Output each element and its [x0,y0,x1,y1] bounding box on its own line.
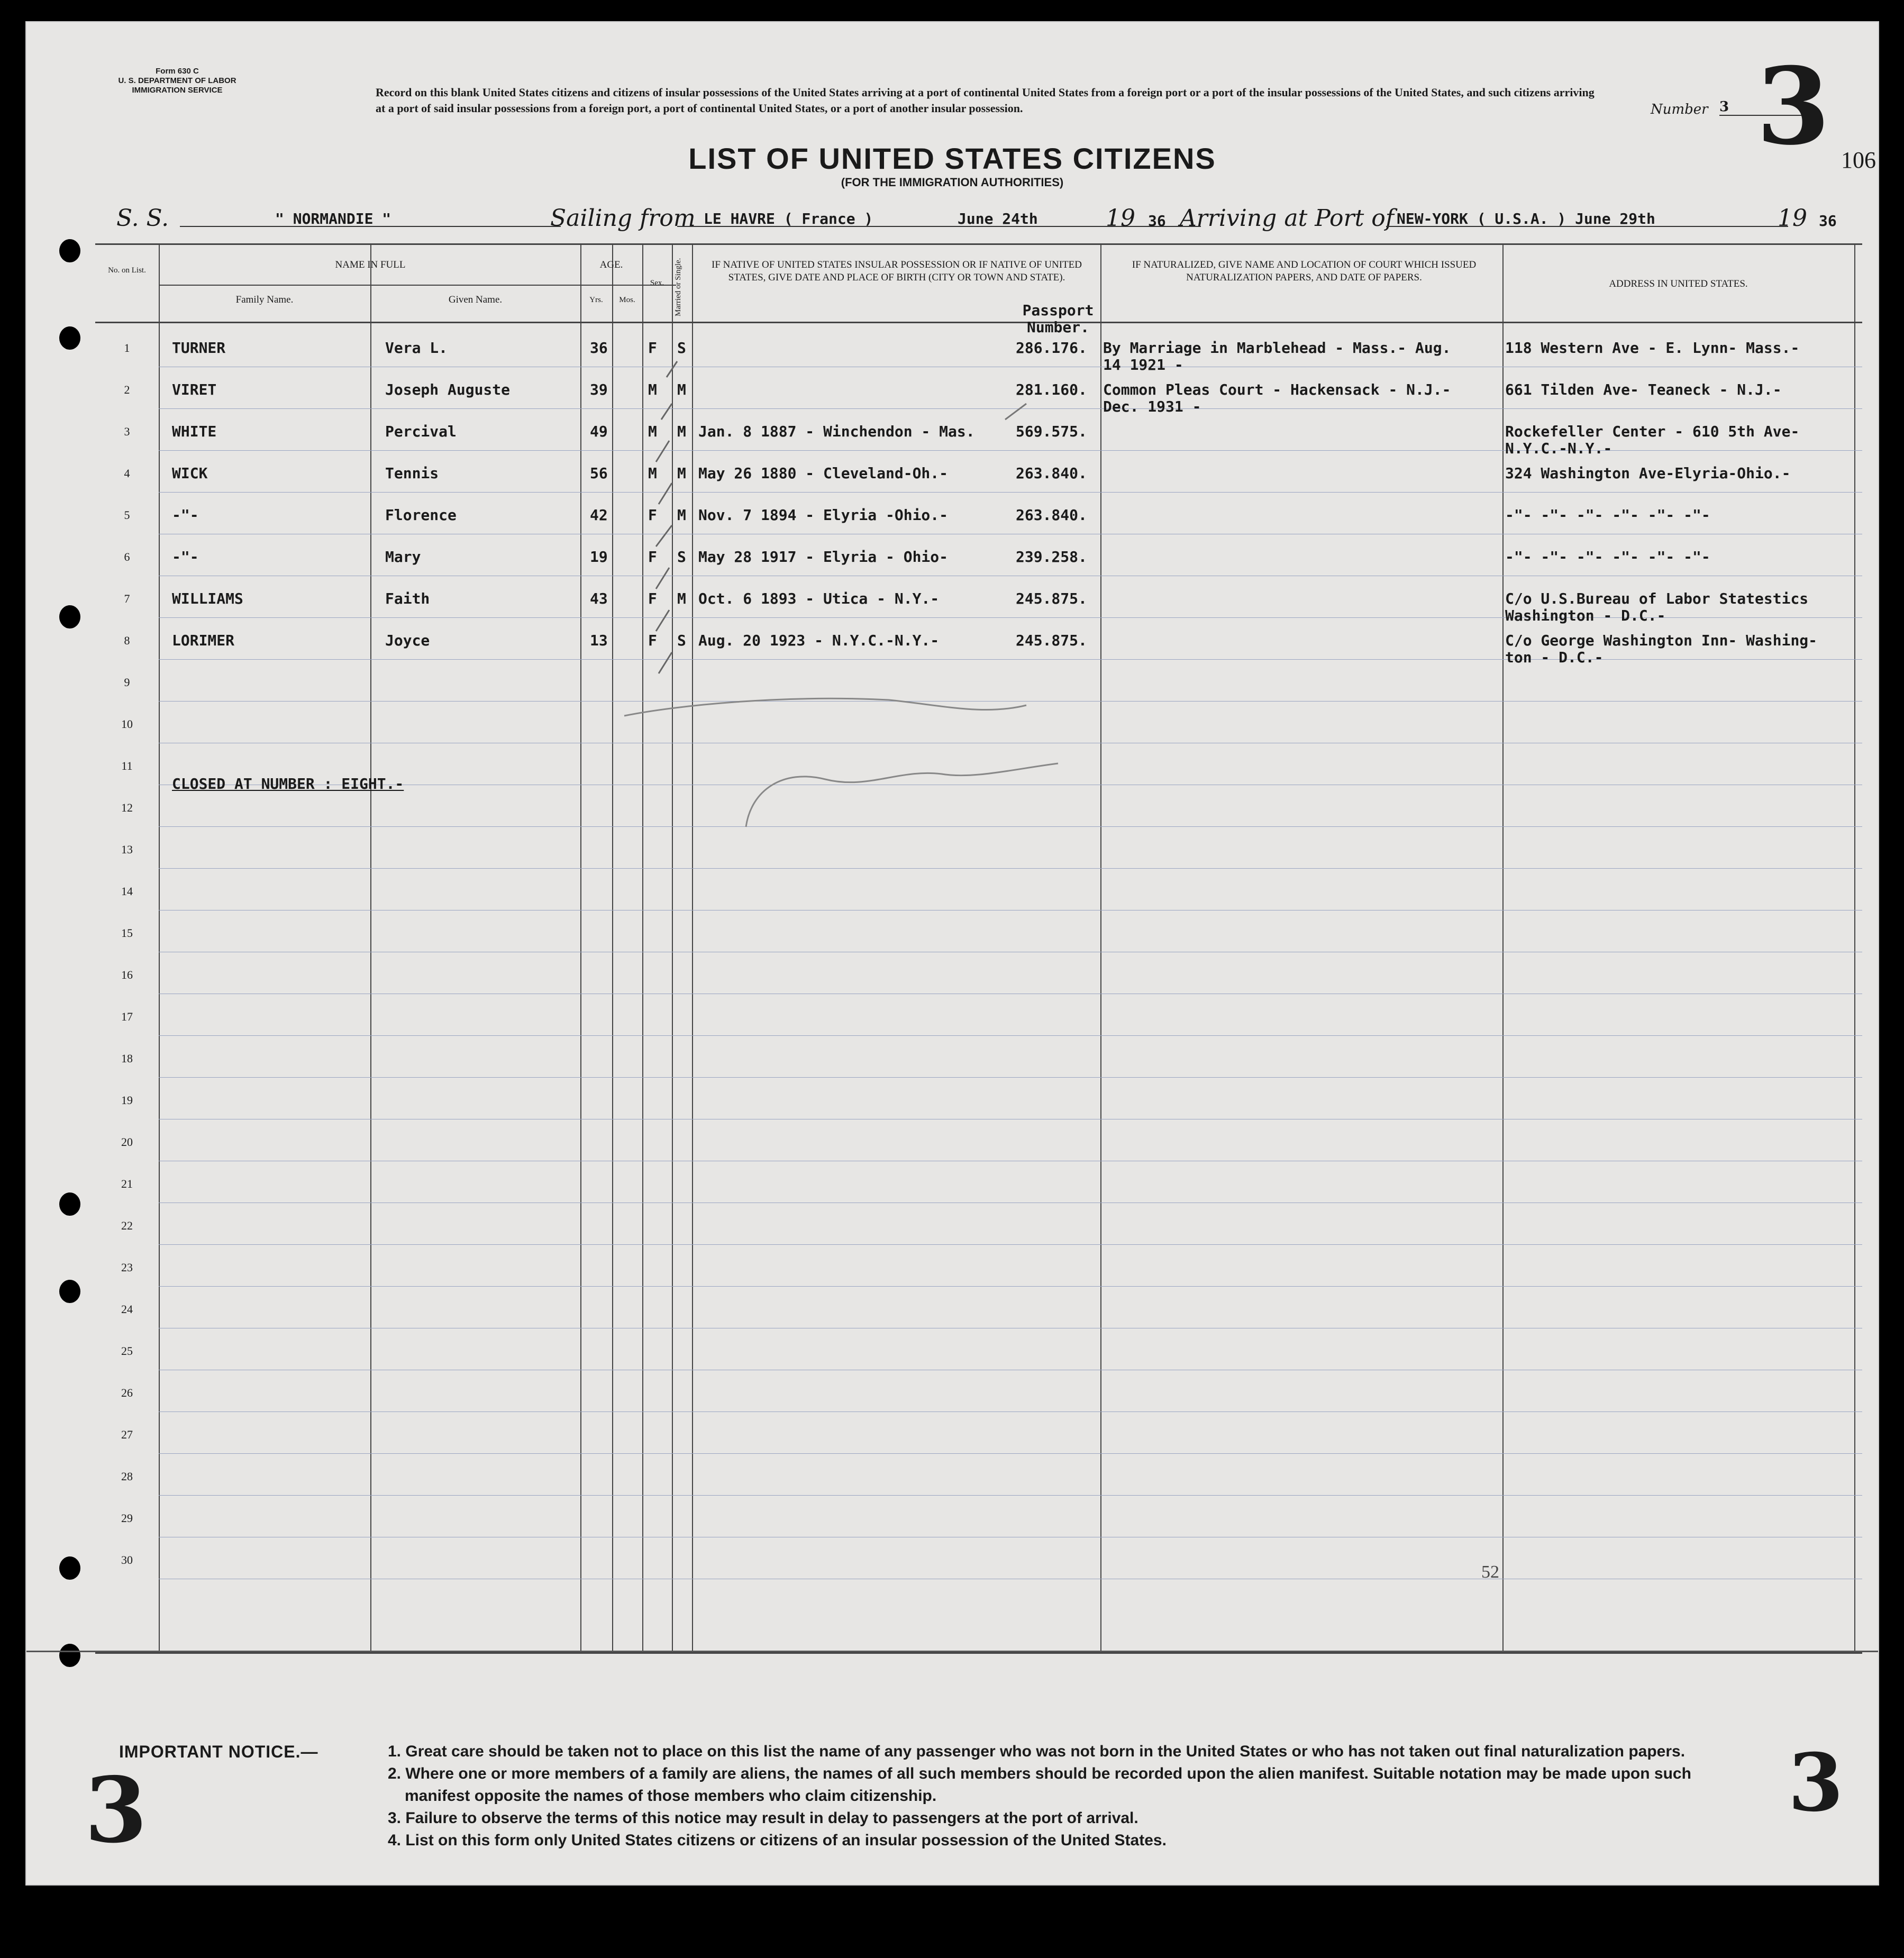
sex-cell: M [648,381,657,398]
passport-number-cell: 286.176. [1016,339,1087,357]
bottom-list-number-right: 3 [1788,1736,1844,1829]
row-number: 12 [121,801,133,814]
row-number: 26 [121,1386,133,1399]
address-cell-cont: Washington - D.C.- [1505,607,1666,624]
header-name-in-full: NAME IN FULL [335,259,406,270]
marital-status-cell: S [677,339,686,357]
row-number: 1 [124,341,130,354]
notice-item: 2. Where one or more members of a family are aliens, the names of all such members should be recorded upon the alien manifest. Suitable notation may be made upon such [388,1765,1691,1782]
passport-number-cell: 263.840. [1016,465,1087,482]
address-cell: 324 Washington Ave-Elyria-Ohio.- [1505,465,1791,482]
birth-info-cell: May 28 1917 - Elyria - Ohio- [698,548,949,566]
port-from: LE HAVRE ( France ) [704,210,873,227]
row-number: 11 [121,759,133,772]
birth-info-cell: May 26 1880 - Cleveland-Oh.- [698,465,949,482]
naturalized-cell: Common Pleas Court - Hackensack - N.J.- [1103,381,1451,398]
notice-item: manifest opposite the names of those members who claim citizenship. [405,1787,937,1805]
age-years-cell: 56 [590,465,608,482]
age-years-cell: 49 [590,423,608,440]
bottom-list-number-left: 3 [85,1757,148,1863]
page-title: LIST OF UNITED STATES CITIZENS [688,142,1216,175]
binder-hole [59,1192,80,1216]
row-number: 4 [124,467,130,480]
row-rule [159,1453,1862,1454]
form-number: Form 630 C [156,67,199,76]
notice-item: 4. List on this form only United States citizens or citizens of an insular possession of the United States. [388,1832,1167,1849]
marital-status-cell: M [677,506,686,524]
sex-cell: M [648,465,657,482]
footer-count: 52 [1481,1562,1499,1582]
service: IMMIGRATION SERVICE [132,86,223,95]
sex-cell: F [648,590,657,607]
year-from: 36 [1148,212,1166,230]
year-prefix-from: 19 [1106,205,1135,232]
department: U. S. DEPARTMENT OF LABOR [118,76,236,85]
header-naturalized-info: IF NATURALIZED, GIVE NAME AND LOCATION OF COURT WHICH ISSUED NATURALIZATION PAPERS, AND DATE OF PAPERS. [1132,259,1477,283]
family-name-cell: TURNER [172,339,226,357]
arriving-label: Arriving at Port of [1180,205,1395,232]
age-years-cell: 19 [590,548,608,566]
page-subtitle: (FOR THE IMMIGRATION AUTHORITIES) [841,176,1064,189]
col-divider [370,245,371,1652]
binder-hole [59,1280,80,1303]
header-no-on-list: No. on List. [108,266,146,275]
row-number: 20 [121,1135,133,1149]
col-divider [159,245,160,1652]
row-rule [159,868,1862,869]
row-number: 8 [124,634,130,647]
header-native-info: IF NATIVE OF UNITED STATES INSULAR POSSESSION OR IF NATIVE OF UNITED STATES, GIVE DATE AND PLACE OF BIRTH (CITY OR TOWN AND STATE). [712,259,1082,283]
binder-hole [59,1644,80,1667]
family-name-cell: VIRET [172,381,217,398]
address-cell: -"- -"- -"- -"- -"- -"- [1505,506,1710,524]
age-years-cell: 39 [590,381,608,398]
family-name-cell: LORIMER [172,632,235,649]
passport-number-cell: 281.160. [1016,381,1087,398]
address-cell: 661 Tilden Ave- Teaneck - N.J.- [1505,381,1782,398]
sailing-from-label: Sailing from [550,205,696,232]
naturalized-cell: By Marriage in Marblehead - Mass.- Aug. [1103,339,1451,357]
binder-hole [59,1556,80,1580]
number-value: 3 [1719,99,1820,116]
closed-note: CLOSED AT NUMBER : EIGHT.- [172,775,404,793]
row-number: 9 [124,676,130,689]
row-number: 7 [124,592,130,605]
family-name-cell: -"- [172,506,199,524]
row-number: 24 [121,1303,133,1316]
big-list-number: 3 [1756,44,1830,169]
row-number: 13 [121,843,133,856]
birth-info-cell: Oct. 6 1893 - Utica - N.Y.- [698,590,940,607]
age-years-cell: 43 [590,590,608,607]
ss-label: S. S. [116,205,169,232]
sex-cell: M [648,423,657,440]
notice-item: 3. Failure to observe the terms of this notice may result in delay to passengers at the port of arrival. [388,1809,1138,1827]
row-rule [159,1035,1862,1036]
passport-number-cell: 263.840. [1016,506,1087,524]
inspector-signature-marks [571,335,1206,864]
marital-status-cell: M [677,465,686,482]
subheader-rule [159,285,676,286]
address-cell-cont: N.Y.C.-N.Y.- [1505,440,1613,457]
date-from: June 24th [958,210,1038,227]
row-number: 27 [121,1428,133,1441]
given-name-cell: Percival [385,423,457,440]
marital-status-cell: M [677,423,686,440]
form-identifier [85,67,270,95]
age-years-cell: 13 [590,632,608,649]
sex-cell: F [648,548,657,566]
given-name-cell: Joyce [385,632,430,649]
birth-info-cell: Jan. 8 1887 - Winchendon - Mas. [698,423,975,440]
address-cell: 118 Western Ave - E. Lynn- Mass.- [1505,339,1800,357]
year-to: 36 [1819,212,1837,230]
row-number: 2 [124,383,130,396]
header-age: AGE. [599,259,623,270]
row-number: 21 [121,1177,133,1190]
ship-name: " NORMANDIE " [275,210,391,227]
family-name-cell: WICK [172,465,208,482]
header-given-name: Given Name. [448,294,503,305]
address-cell: C/o George Washington Inn- Washing- [1505,632,1818,649]
given-name-cell: Faith [385,590,430,607]
row-number: 5 [124,508,130,522]
col-divider [1502,245,1504,1652]
row-number: 10 [121,717,133,731]
marital-status-cell: S [677,632,686,649]
given-name-cell: Vera L. [385,339,448,357]
address-cell-cont: ton - D.C.- [1505,649,1604,666]
row-number: 17 [121,1010,133,1023]
row-number: 28 [121,1470,133,1483]
notice-item: 1. Great care should be taken not to place on this list the name of any passenger who was not born in the United States or who has not taken out final naturalization papers. [388,1743,1686,1760]
row-number: 29 [121,1511,133,1525]
row-number: 23 [121,1261,133,1274]
row-number: 22 [121,1219,133,1232]
marital-status-cell: S [677,548,686,566]
birth-info-cell: Nov. 7 1894 - Elyria -Ohio.- [698,506,949,524]
header-sex: Sex. [650,279,664,287]
col-divider [1854,245,1855,1652]
row-rule [159,1244,1862,1245]
binder-hole [59,239,80,262]
sex-cell: F [648,339,657,357]
passport-number-cell: 245.875. [1016,590,1087,607]
sex-cell: F [648,632,657,649]
marital-status-cell: M [677,590,686,607]
family-name-cell: WILLIAMS [172,590,243,607]
row-rule [159,1495,1862,1496]
sailing-line [116,205,1836,231]
passport-number-cell: 569.575. [1016,423,1087,440]
header-address: ADDRESS IN UNITED STATES. [1609,278,1748,289]
header-married-single: Married or Single. [674,258,682,317]
header-passport: Passport Number. [1022,302,1094,336]
passport-number-cell: 239.258. [1016,548,1087,566]
binder-hole [59,326,80,350]
passenger-table [95,243,1862,1654]
header-rule [95,322,1862,323]
marital-status-cell: M [677,381,686,398]
header-yrs: Yrs. [589,296,603,304]
row-rule [159,1286,1862,1287]
naturalized-cell-cont: Dec. 1931 - [1103,398,1201,415]
naturalized-cell-cont: 14 1921 - [1103,356,1183,374]
family-name-cell: -"- [172,548,199,566]
family-name-cell: WHITE [172,423,217,440]
notice-items [388,1741,1859,1852]
year-prefix-to: 19 [1778,205,1807,232]
manifest-page [25,21,1879,1886]
row-rule [159,1411,1862,1412]
row-number: 6 [124,550,130,563]
given-name-cell: Tennis [385,465,439,482]
row-number: 16 [121,968,133,981]
header-family-name: Family Name. [235,294,294,305]
address-cell: Rockefeller Center - 610 5th Ave- [1505,423,1800,440]
row-number: 25 [121,1344,133,1358]
given-name-cell: Joseph Auguste [385,381,511,398]
birth-info-cell: Aug. 20 1923 - N.Y.C.-N.Y.- [698,632,940,649]
row-number: 3 [124,425,130,438]
port-to: NEW-YORK ( U.S.A. ) June 29th [1397,210,1655,227]
age-years-cell: 42 [590,506,608,524]
row-number: 19 [121,1094,133,1107]
row-number: 18 [121,1052,133,1065]
row-number: 15 [121,926,133,940]
header-mos: Mos. [619,296,635,304]
sex-cell: F [648,506,657,524]
instructions-text: Record on this blank United States citizens and citizens of insular possessions of the United States arriving at a port of continental United States from a foreign port or a port of the insular possessions of the United States, and such citizens arriving at a port of said insular possessions from a foreign port, a port of continental United States, or a port of another insular possession. [376,86,1595,115]
age-years-cell: 36 [590,339,608,357]
number-label: Number [1651,102,1708,117]
row-rule [159,1077,1862,1078]
row-number: 14 [121,885,133,898]
row-number: 30 [121,1553,133,1567]
bottom-separator [26,1651,1878,1652]
page-number: 106 [1841,147,1876,173]
address-cell: C/o U.S.Bureau of Labor Statestics [1505,590,1809,607]
given-name-cell: Florence [385,506,457,524]
address-cell: -"- -"- -"- -"- -"- -"- [1505,548,1710,566]
passport-number-cell: 245.875. [1016,632,1087,649]
given-name-cell: Mary [385,548,421,566]
binder-hole [59,605,80,629]
notice-title: IMPORTANT NOTICE.— [119,1742,318,1761]
